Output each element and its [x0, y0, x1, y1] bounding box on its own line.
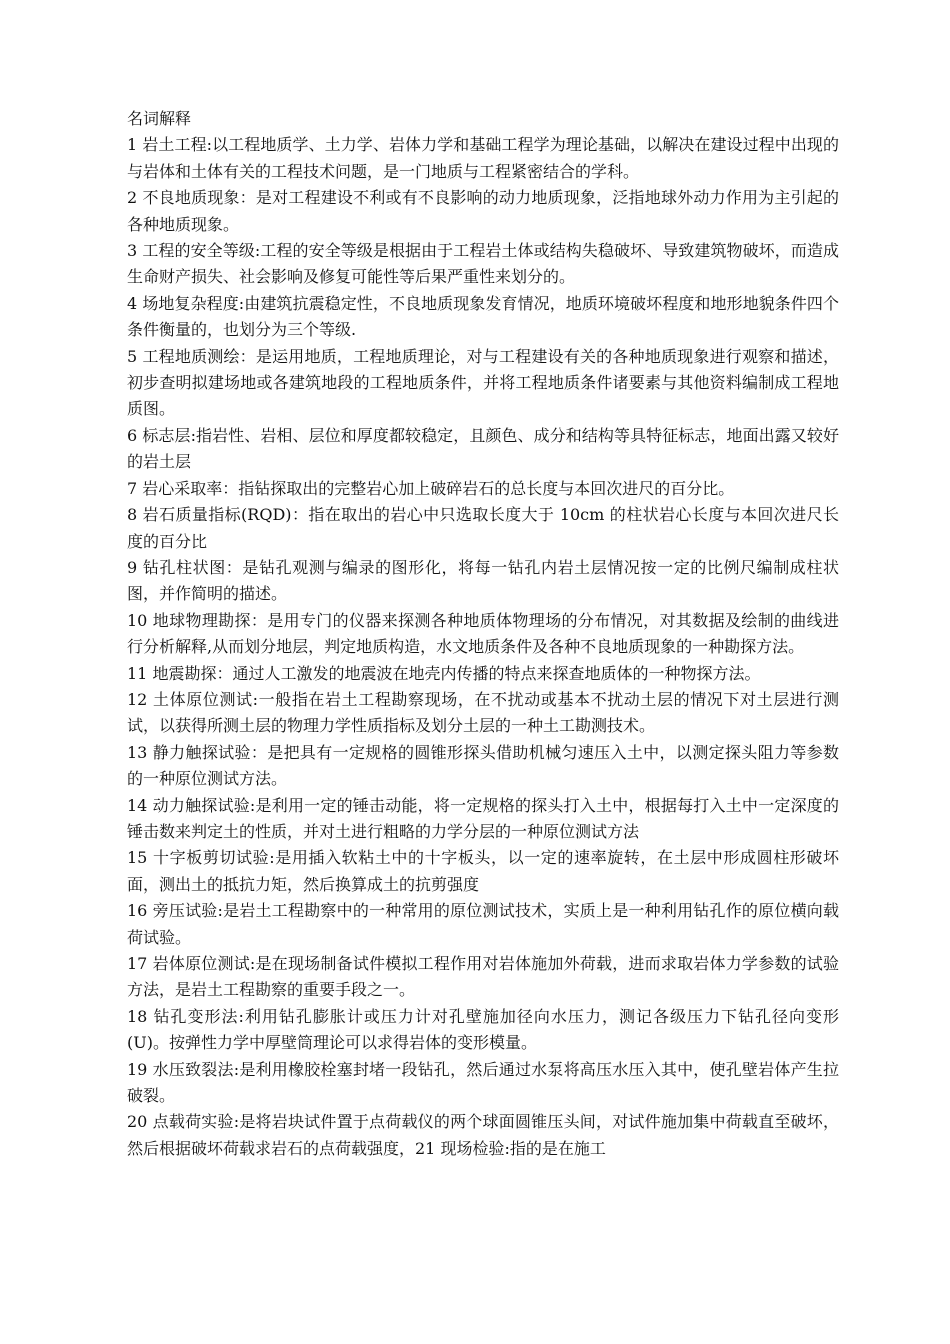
term-entry-12: 12 土体原位测试:一般指在岩土工程勘察现场，在不扰动或基本不扰动土层的情况下对土层进行测试，以获得所测土层的物理力学性质指标及划分土层的一种土工勘测技术。: [127, 689, 839, 736]
term-entry-16: 16 旁压试验:是岩土工程勘察中的一种常用的原位测试技术，实质上是一种利用钻孔作的原位横向载荷试验。: [127, 901, 839, 947]
term-entry-15: 15 十字板剪切试验:是用插入软粘土中的十字板头，以一定的速率旋转，在土层中形成圆柱形破坏面，测出土的抵抗力矩，然后换算成土的抗剪强度: [127, 848, 839, 894]
term-entry-5: 5 工程地质测绘：是运用地质，工程地质理论，对与工程建设有关的各种地质现象进行观察和描述，初步查明拟建场地或各建筑地段的工程地质条件，并将工程地质条件诸要素与其他资料编制成工程地质图。: [127, 346, 839, 419]
term-entry-17: 17 岩体原位测试:是在现场制备试件模拟工程作用对岩体施加外荷载，进而求取岩体力学参数的试验方法，是岩土工程勘察的重要手段之一。: [127, 954, 839, 1000]
term-entry-10: 10 地球物理勘探：是用专门的仪器来探测各种地质体物理场的分布情况，对其数据及绘制的曲线进行分析解释,从而划分地层，判定地质构造，水文地质条件及各种不良地质现象的一种勘探方法。: [127, 610, 839, 657]
term-entry-20: 20 点载荷实验:是将岩块试件置于点荷载仪的两个球面圆锥压头间，对试件施加集中荷载直至破坏，然后根据破坏荷载求岩石的点荷载强度，21 现场检验:指的是在施工: [127, 1112, 839, 1158]
term-entry-13: 13 静力触探试验：是把具有一定规格的圆锥形探头借助机械匀速压入土中，以测定探头阻力等参数的一种原位测试方法。: [127, 742, 839, 789]
term-entry-1: 1 岩土工程:以工程地质学、土力学、岩体力学和基础工程学为理论基础，以解决在建设过程中出现的与岩体和土体有关的工程技术问题，是一门地质与工程紧密结合的学科。: [127, 135, 839, 181]
term-entry-19: 19 水压致裂法:是利用橡胶栓塞封堵一段钻孔，然后通过水泵将高压水压入其中，使孔壁岩体产生拉破裂。: [127, 1059, 839, 1106]
term-entry-9: 9 钻孔柱状图：是钻孔观测与编录的图形化，将每一钻孔内岩土层情况按一定的比例尺编制成柱状图，并作简明的描述。: [127, 557, 839, 604]
term-entry-14: 14 动力触探试验:是利用一定的锤击动能，将一定规格的探头打入土中，根据每打入土中一定深度的锤击数来判定土的性质，并对土进行粗略的力学分层的一种原位测试方法: [127, 795, 839, 841]
term-entry-18: 18 钻孔变形法:利用钻孔膨胀计或压力计对孔壁施加径向水压力，测记各级压力下钻孔径向变形(U)。按弹性力学中厚壁筒理论可以求得岩体的变形模量。: [127, 1006, 839, 1053]
term-entry-4: 4 场地复杂程度:由建筑抗震稳定性，不良地质现象发育情况，地质环境破坏程度和地形地貌条件四个条件衡量的，也划分为三个等级.: [127, 293, 839, 340]
term-entry-3: 3 工程的安全等级:工程的安全等级是根据由于工程岩土体或结构失稳破坏、导致建筑物破坏，而造成生命财产损失、社会影响及修复可能性等后果严重性来划分的。: [127, 241, 839, 287]
term-entry-2: 2 不良地质现象：是对工程建设不利或有不良影响的动力地质现象，泛指地球外动力作用为主引起的各种地质现象。: [127, 188, 839, 234]
document-heading: 名词解释: [127, 109, 192, 128]
document-page: [127, 106, 839, 1162]
term-entry-7: 7 岩心采取率：指钻探取出的完整岩心加上破碎岩石的总长度与本回次进尺的百分比。: [127, 478, 735, 498]
term-entry-11: 11 地震勘探：通过人工激发的地震波在地壳内传播的特点来探查地质体的一种物探方法。: [127, 663, 761, 683]
term-entry-8: 8 岩石质量指标(RQD)：指在取出的岩心中只选取长度大于 10cm 的柱状岩心长度与本回次进尺长度的百分比: [127, 505, 839, 551]
term-entry-6: 6 标志层:指岩性、岩相、层位和厚度都较稳定，且颜色、成分和结构等具特征标志，地面出露又较好的岩土层: [127, 425, 839, 472]
